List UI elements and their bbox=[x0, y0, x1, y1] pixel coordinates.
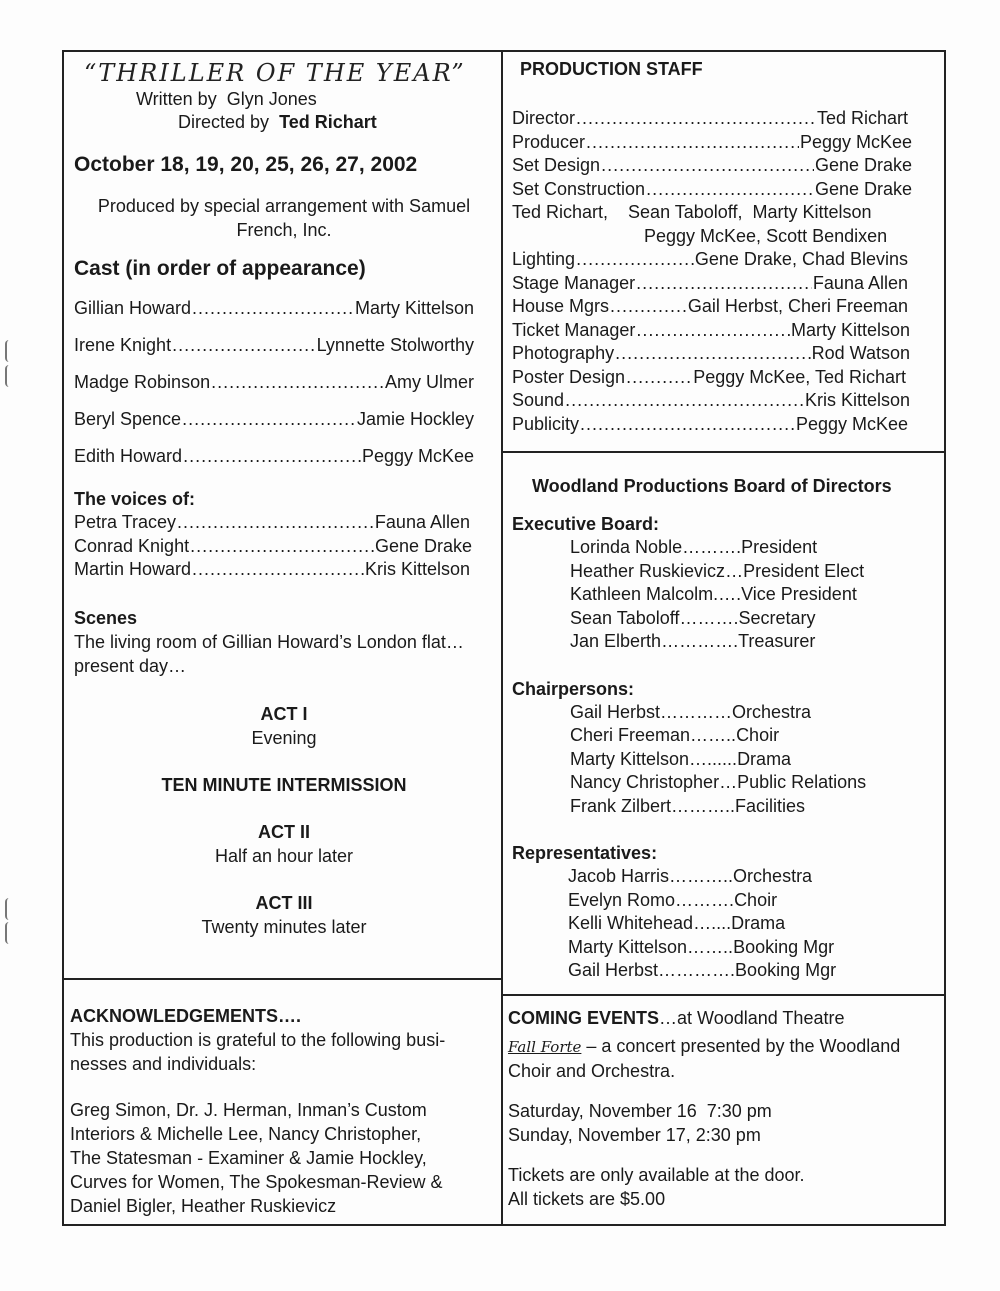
written-by-line: Written by Glyn Jones bbox=[136, 89, 317, 109]
director-name: Ted Richart bbox=[279, 112, 377, 132]
show-info-panel bbox=[74, 58, 494, 939]
staff-row: Set Construction ..... Gene Drake bbox=[512, 178, 912, 202]
staff-row: Ticket Manager ..... Marty Kittelson bbox=[512, 319, 910, 343]
board-row: Lorinda Noble……….President bbox=[570, 537, 818, 557]
staff-row: Lighting ..... Gene Drake, Chad Blevins bbox=[512, 248, 908, 272]
cast-heading: Cast (in order of appearance) bbox=[74, 257, 366, 280]
scenes-line-2: present day… bbox=[74, 655, 187, 676]
binding-mark bbox=[5, 922, 13, 944]
voice-row: Petra Tracey ..... Fauna Allen bbox=[74, 511, 470, 535]
board-row: Jacob Harris………..Orchestra bbox=[568, 866, 813, 886]
staff-row: Director ..... Ted Richart bbox=[512, 107, 908, 131]
executive-board-heading: Executive Board: bbox=[512, 514, 660, 534]
cast-row: Madge Robinson ..... Amy Ulmer bbox=[74, 372, 474, 393]
staff-row: Sound ..... Kris Kittelson bbox=[512, 389, 910, 413]
staff-row: Poster Design ..... Peggy McKee, Ted Richart bbox=[512, 366, 906, 390]
board-row: Frank Zilbert………..Facilities bbox=[570, 795, 806, 816]
voice-row: Conrad Knight ..... Gene Drake bbox=[74, 535, 472, 559]
board-row: Gail Herbst…………Orchestra bbox=[570, 701, 812, 722]
binding-mark bbox=[5, 365, 13, 387]
acknowledgements-intro-1: This production is grateful to the following busi- bbox=[70, 1030, 446, 1050]
arrangement-line-2: French, Inc. bbox=[236, 220, 332, 240]
scenes-line-1: The living room of Gillian Howard’s London flat… bbox=[74, 631, 464, 652]
acknowledgements-intro-2: nesses and individuals: bbox=[70, 1054, 257, 1074]
cast-row: Beryl Spence ..... Jamie Hockley bbox=[74, 409, 474, 430]
act-3-time: Twenty minutes later bbox=[201, 916, 367, 937]
board-panel bbox=[512, 474, 940, 983]
tickets-line-2: All tickets are $5.00 bbox=[508, 1189, 666, 1209]
voices-list bbox=[74, 511, 494, 582]
board-row: Evelyn Romo……….Choir bbox=[568, 889, 778, 910]
binding-mark bbox=[5, 898, 13, 920]
board-row: Marty Kittelson……..Booking Mgr bbox=[568, 936, 835, 957]
act-2-title: ACT II bbox=[258, 821, 310, 842]
cast-list bbox=[74, 298, 494, 467]
acknowledgements-heading: ACKNOWLEDGEMENTS…. bbox=[70, 1006, 301, 1026]
right-section-divider-2 bbox=[501, 994, 946, 996]
staff-row: House Mgrs ..... Gail Herbst, Cheri Freeman bbox=[512, 295, 908, 319]
staff-row: Publicity ..... Peggy McKee bbox=[512, 413, 908, 437]
binding-mark bbox=[5, 340, 13, 362]
column-divider bbox=[501, 50, 503, 1226]
board-row: Gail Herbst………….Booking Mgr bbox=[568, 960, 837, 980]
staff-list bbox=[512, 107, 940, 436]
show-title: “THRILLER OF THE YEAR” bbox=[84, 59, 466, 87]
concert-description-2: Choir and Orchestra. bbox=[508, 1061, 676, 1081]
staff-row: Set Design ..... Gene Drake bbox=[512, 154, 912, 178]
board-row: Cheri Freeman……..Choir bbox=[570, 725, 780, 745]
acknowledgements-names-4: Curves for Women, The Spokesman-Review & bbox=[70, 1172, 443, 1192]
acknowledgements-names-5: Daniel Bigler, Heather Ruskievicz bbox=[70, 1196, 337, 1216]
acknowledgements-names-2: Interiors & Michelle Lee, Nancy Christopher, bbox=[70, 1124, 422, 1144]
board-row: Nancy Christopher…Public Relations bbox=[570, 772, 867, 792]
production-staff-panel bbox=[512, 57, 940, 436]
staff-row: Photography ..... Rod Watson bbox=[512, 342, 910, 366]
representatives-list bbox=[512, 865, 940, 983]
left-section-divider bbox=[62, 978, 503, 980]
executive-list bbox=[512, 536, 940, 654]
act-1-title: ACT I bbox=[260, 703, 308, 724]
coming-events-heading: COMING EVENTS…at Woodland Theatre bbox=[508, 1008, 845, 1028]
cast-row: Irene Knight ..... Lynnette Stolworthy bbox=[74, 335, 474, 356]
act-2-time: Half an hour later bbox=[214, 845, 354, 866]
production-staff-heading: PRODUCTION STAFF bbox=[520, 59, 703, 79]
staff-row: Stage Manager ..... Fauna Allen bbox=[512, 272, 908, 296]
scenes-heading: Scenes bbox=[74, 607, 138, 628]
voice-row: Martin Howard ..... Kris Kittelson bbox=[74, 558, 470, 582]
board-row: Marty Kittelson…......Drama bbox=[570, 748, 792, 769]
board-row: Jan Elberth………….Treasurer bbox=[570, 631, 816, 651]
performance-dates: October 18, 19, 20, 25, 26, 27, 2002 bbox=[74, 153, 418, 176]
directed-by-line: Directed by Ted Richart bbox=[178, 112, 377, 132]
event-date-2: Sunday, November 17, 2:30 pm bbox=[508, 1125, 761, 1145]
board-row: Sean Taboloff……….Secretary bbox=[570, 607, 816, 628]
board-row: Heather Ruskievicz…President Elect bbox=[570, 560, 865, 581]
voices-heading: The voices of: bbox=[74, 489, 196, 509]
board-row: Kelli Whitehead…....Drama bbox=[568, 913, 786, 933]
chairpersons-heading: Chairpersons: bbox=[512, 678, 635, 699]
act-3-title: ACT III bbox=[255, 892, 313, 913]
acknowledgements-panel bbox=[70, 1004, 496, 1218]
concert-description: Fall Forte – a concert presented by the Woodland bbox=[508, 1036, 901, 1056]
acknowledgements-names-3: The Statesman - Examiner & Jamie Hockley, bbox=[70, 1148, 427, 1168]
chairpersons-list bbox=[512, 701, 940, 819]
concert-name: Fall Forte bbox=[508, 1038, 582, 1056]
arrangement-line-1: Produced by special arrangement with Samuel bbox=[97, 196, 471, 216]
intermission-label: TEN MINUTE INTERMISSION bbox=[161, 774, 407, 795]
staff-row: Producer ..... Peggy McKee bbox=[512, 131, 912, 155]
cast-row: Edith Howard ..... Peggy McKee bbox=[74, 446, 474, 467]
tickets-line-1: Tickets are only available at the door. bbox=[508, 1165, 805, 1185]
crew-line-2: Peggy McKee, Scott Bendixen bbox=[644, 225, 888, 246]
event-date-1: Saturday, November 16 7:30 pm bbox=[508, 1101, 772, 1121]
cast-row: Gillian Howard ..... Marty Kittelson bbox=[74, 298, 474, 319]
crew-line-1: Ted Richart, Sean Taboloff, Marty Kittelson bbox=[512, 202, 872, 222]
act-1-time: Evening bbox=[251, 727, 317, 748]
board-row: Kathleen Malcolm.….Vice President bbox=[570, 584, 857, 604]
author-name: Glyn Jones bbox=[226, 89, 317, 109]
acknowledgements-names-1: Greg Simon, Dr. J. Herman, Inman’s Custom bbox=[70, 1100, 427, 1120]
coming-events-panel bbox=[508, 1006, 942, 1211]
board-heading: Woodland Productions Board of Directors bbox=[532, 476, 892, 496]
right-section-divider-1 bbox=[501, 451, 946, 453]
representatives-heading: Representatives: bbox=[512, 843, 658, 863]
